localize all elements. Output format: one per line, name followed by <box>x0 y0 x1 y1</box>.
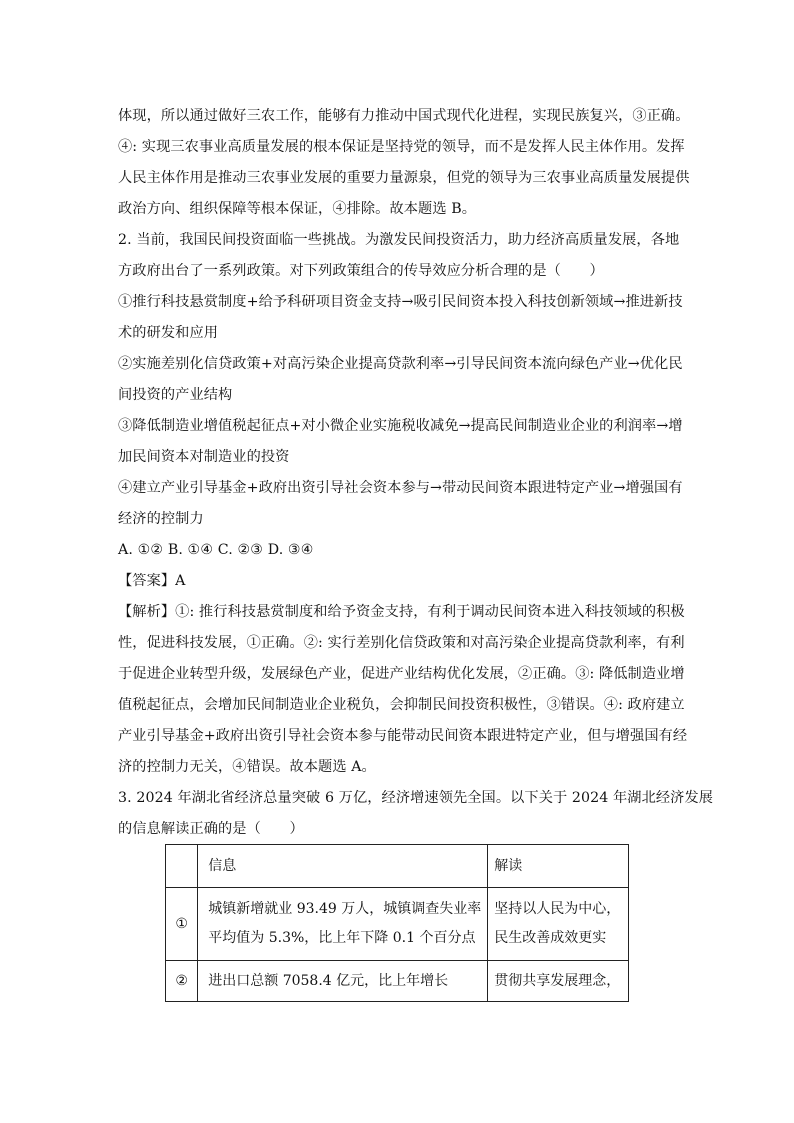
option-1: 术的研发和应用 <box>118 325 219 341</box>
table-header-cell <box>166 845 198 888</box>
option-1: ①推行科技悬赏制度+给予科研项目资金支持→吸引民间资本投入科技创新领域→推进新技 <box>118 294 683 310</box>
analysis-text: 产业引导基金+政府出资引导社会资本参与能带动民间资本跟进特定产业，但与增强国有经 <box>118 728 688 744</box>
row-number: ① <box>166 888 198 961</box>
info-cell <box>198 888 488 961</box>
cell-text: 平均值为 5.3%，比上年下降 0.1 个百分点 <box>208 930 476 946</box>
cell-text: 坚持以人民为中心， <box>494 901 621 917</box>
analysis-text: 性，促进科技发展，①正确。②: 实行差别化信贷政策和对高污染企业提高贷款利率，有利 <box>118 635 685 651</box>
interpretation-cell <box>488 961 629 1002</box>
option-2: 间投资的产业结构 <box>118 387 233 403</box>
option-2: ②实施差别化信贷政策+对高污染企业提高贷款利率→引导民间资本流向绿色产业→优化民 <box>118 356 683 372</box>
question-2-stem: 方政府出台了一系列政策。对下列政策组合的传导效应分析合理的是（ ） <box>118 263 604 279</box>
table-row <box>166 888 629 961</box>
analysis-text: 【解析】①: 推行科技悬赏制度和给予资金支持，有利于调动民间资本进入科技领域的积极 <box>118 604 685 620</box>
info-cell <box>198 961 488 1002</box>
analysis-text: 于促进企业转型升级，发展绿色产业，促进产业结构优化发展，②正确。③: 降低制造业增 <box>118 666 685 682</box>
cell-text: 城镇新增就业 93.49 万人，城镇调查失业率 <box>208 901 482 917</box>
answer-label: 【答案】A <box>118 573 186 589</box>
question-2-stem: 2. 当前，我国民间投资面临一些挑战。为激发民间投资活力，助力经济高质量发展，各地 <box>118 232 680 248</box>
question-3-stem: 3. 2024 年湖北省经济总量突破 6 万亿，经济增速领先全国。以下关于 2024 年湖北经济发展 <box>118 790 714 806</box>
cell-text: 贯彻共享发展理念， <box>494 972 621 989</box>
table-header-row <box>166 845 629 888</box>
cell-text: 民生改善成效更实 <box>494 930 607 946</box>
text-line: 政治方向、组织保障等根本保证，④排除。故本题选 B。 <box>118 201 477 217</box>
text-line: 人民主体作用是推动三农事业发展的重要力量源泉，但党的领导为三农事业高质量发展提供 <box>118 170 690 186</box>
document-body <box>118 101 714 845</box>
text-line: ④: 实现三农事业高质量发展的根本保证是坚持党的领导，而不是发挥人民主体作用。发挥 <box>118 139 685 155</box>
option-4: ④建立产业引导基金+政府出资引导社会资本参与→带动民间资本跟进特定产业→增强国有 <box>118 480 683 496</box>
answer-choices: A. ①② B. ①④ C. ②③ D. ③④ <box>118 542 314 558</box>
table-header-cell: 信息 <box>198 845 488 888</box>
analysis-text: 值税起征点，会增加民间制造业企业税负，会抑制民间投资积极性，③错误。④: 政府建立 <box>118 697 685 713</box>
option-3: ③降低制造业增值税起征点+对小微企业实施税收减免→提高民间制造业企业的利润率→增 <box>118 418 683 434</box>
row-number: ② <box>166 961 198 1002</box>
table-header-cell: 解读 <box>488 845 629 888</box>
option-4: 经济的控制力 <box>118 511 204 527</box>
interpretation-cell <box>488 888 629 961</box>
text-line: 体现，所以通过做好三农工作，能够有力推动中国式现代化进程，实现民族复兴，③正确。 <box>118 108 690 124</box>
analysis-text: 济的控制力无关，④错误。故本题选 A。 <box>118 759 376 775</box>
option-3: 加民间资本对制造业的投资 <box>118 449 290 465</box>
info-table <box>165 844 629 1002</box>
table-row <box>166 961 629 1002</box>
cell-text: 进出口总额 7058.4 亿元，比上年增长 <box>208 972 449 989</box>
question-3-stem: 的信息解读正确的是（ ） <box>118 821 304 837</box>
